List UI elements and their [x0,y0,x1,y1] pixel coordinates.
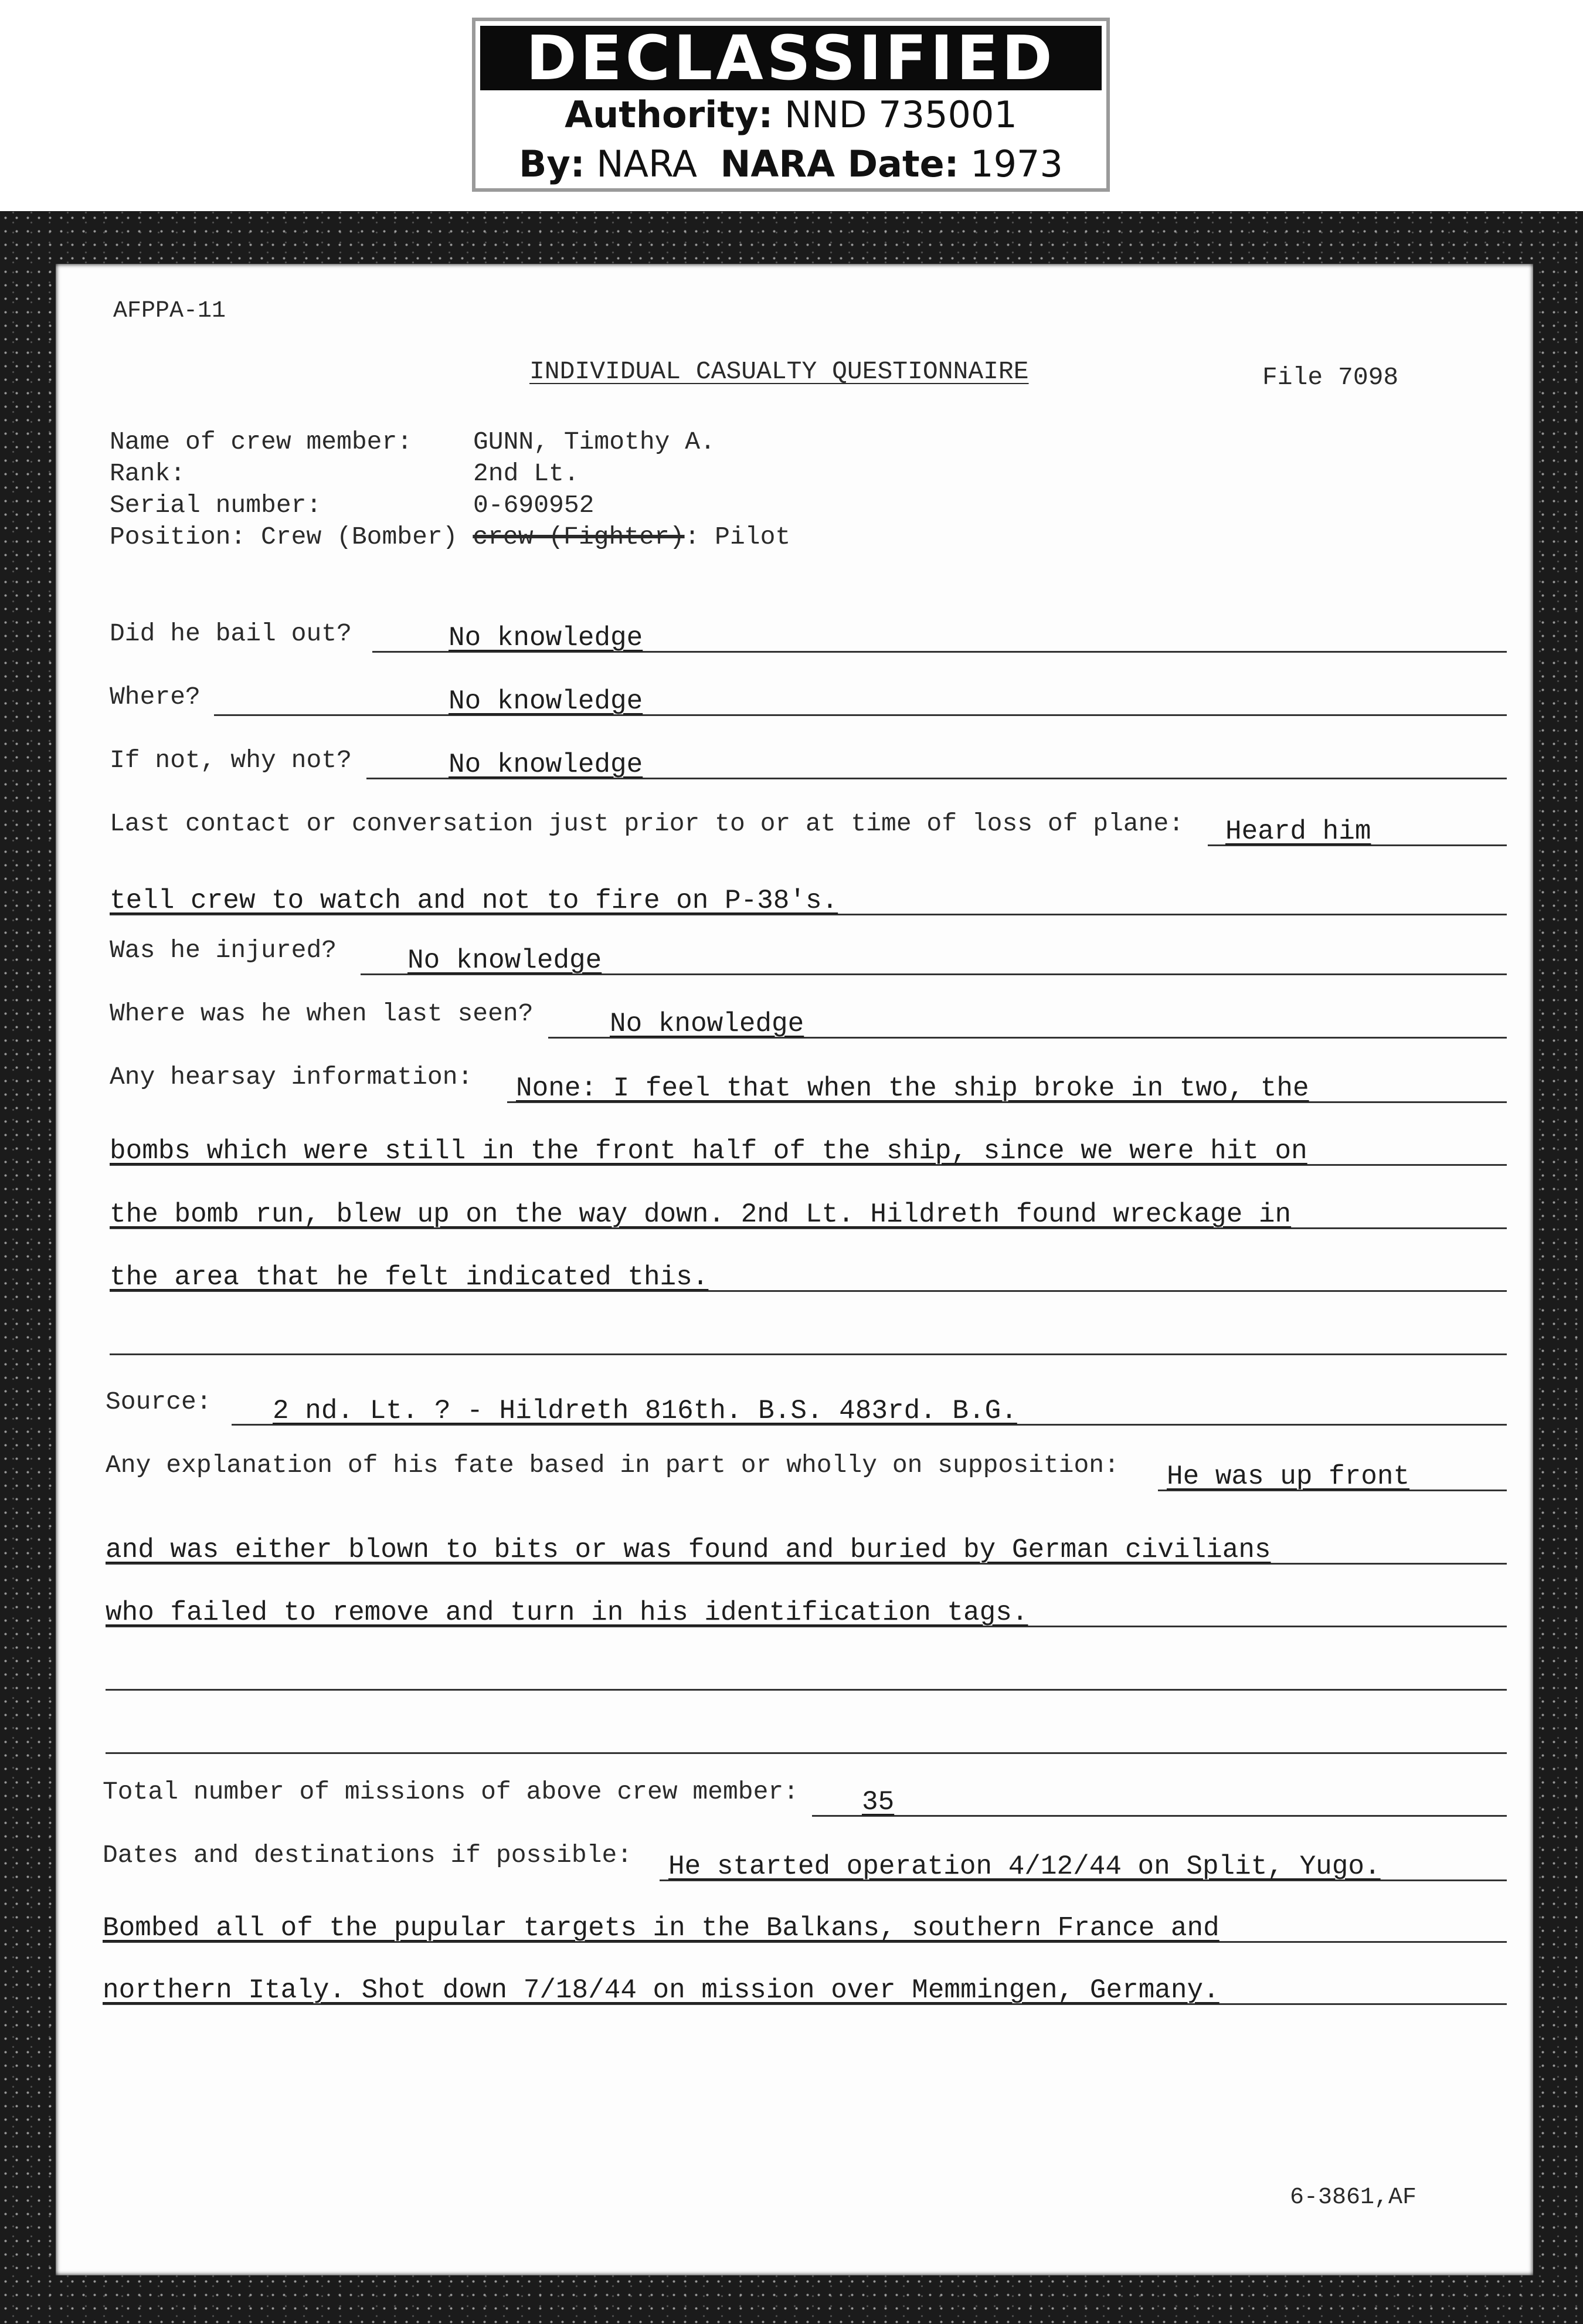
dates-answer-2: Bombed all of the pupular targets in the Balkans, southern France and [103,1913,1219,1943]
injured-answer: No knowledge [407,945,602,976]
questionnaire-form [56,264,1533,2275]
missions-line [812,1815,1507,1817]
name-label: Name of crew member: [110,428,413,456]
explanation-answer-1: He was up front [1167,1461,1410,1492]
bail-label: Did he bail out? [110,619,352,648]
contact-answer-1: Heard him [1225,816,1371,847]
explanation-line-4 [106,1689,1507,1691]
dates-label: Dates and destinations if possible: [103,1841,633,1870]
hearsay-answer-2: bombs which were still in the front half of the ship, since we were hit on [110,1136,1307,1166]
rank-label: Rank: [110,459,186,488]
hearsay-label: Any hearsay information: [110,1063,473,1091]
serial-value: 0-690952 [473,491,595,520]
form-code: AFPPA-11 [113,298,226,324]
missions-label: Total number of missions of above crew member: [103,1777,799,1806]
contact-label: Last contact or conversation just prior to or at time of loss of plane: [110,809,1184,838]
source-answer: 2 nd. Lt. ? - Hildreth 816th. B.S. 483rd. B.G. [273,1396,1017,1426]
name-value: GUNN, Timothy A. [473,428,715,456]
injured-label: Was he injured? [110,936,337,965]
hearsay-answer-4: the area that he felt indicated this. [110,1262,709,1292]
explanation-answer-3: who failed to remove and turn in his identification tags. [106,1597,1028,1628]
where-line [214,714,1507,716]
dates-answer-3: northern Italy. Shot down 7/18/44 on mission over Memmingen, Germany. [103,1975,1219,2006]
ifnot-label: If not, why not? [110,746,352,775]
explanation-line-5 [106,1752,1507,1754]
missions-answer: 35 [862,1787,895,1817]
position-line: Position: Crew (Bomber) crew (Fighter): Pilot [110,523,791,551]
explanation-label: Any explanation of his fate based in part or wholly on supposition: [106,1451,1119,1480]
lastseen-label: Where was he when last seen? [110,999,534,1028]
where-label: Where? [110,683,201,711]
contact-answer-2: tell crew to watch and not to fire on P-38's. [110,886,838,916]
position-struck: crew (Fighter) [473,523,685,551]
explanation-answer-2: and was either blown to bits or was found and buried by German civilians [106,1535,1271,1565]
lastseen-answer: No knowledge [610,1009,804,1039]
rank-value: 2nd Lt. [473,459,579,488]
source-label: Source: [106,1387,212,1416]
serial-label: Serial number: [110,491,322,520]
form-title: INDIVIDUAL CASUALTY QUESTIONNAIRE [529,357,1029,386]
bail-answer: No knowledge [449,623,643,653]
footer-code: 6-3861,AF [1290,2184,1417,2211]
ifnot-answer: No knowledge [449,749,643,780]
file-number: File 7098 [1262,363,1399,392]
where-answer: No knowledge [449,686,643,717]
dates-answer-1: He started operation 4/12/44 on Split, Yugo. [668,1851,1381,1882]
scanned-page [0,211,1583,2324]
stamp-by-date: By: NARA NARA Date: 1973 [519,143,1063,185]
stamp-title: DECLASSIFIED [480,26,1102,90]
hearsay-answer-3: the bomb run, blew up on the way down. 2nd Lt. Hildreth found wreckage in [110,1199,1292,1230]
stamp-authority: Authority: NND 735001 [565,93,1017,136]
declassified-stamp [472,18,1110,192]
hearsay-line-5 [110,1353,1507,1355]
hearsay-answer-1: None: I feel that when the ship broke in two, the [516,1073,1309,1104]
